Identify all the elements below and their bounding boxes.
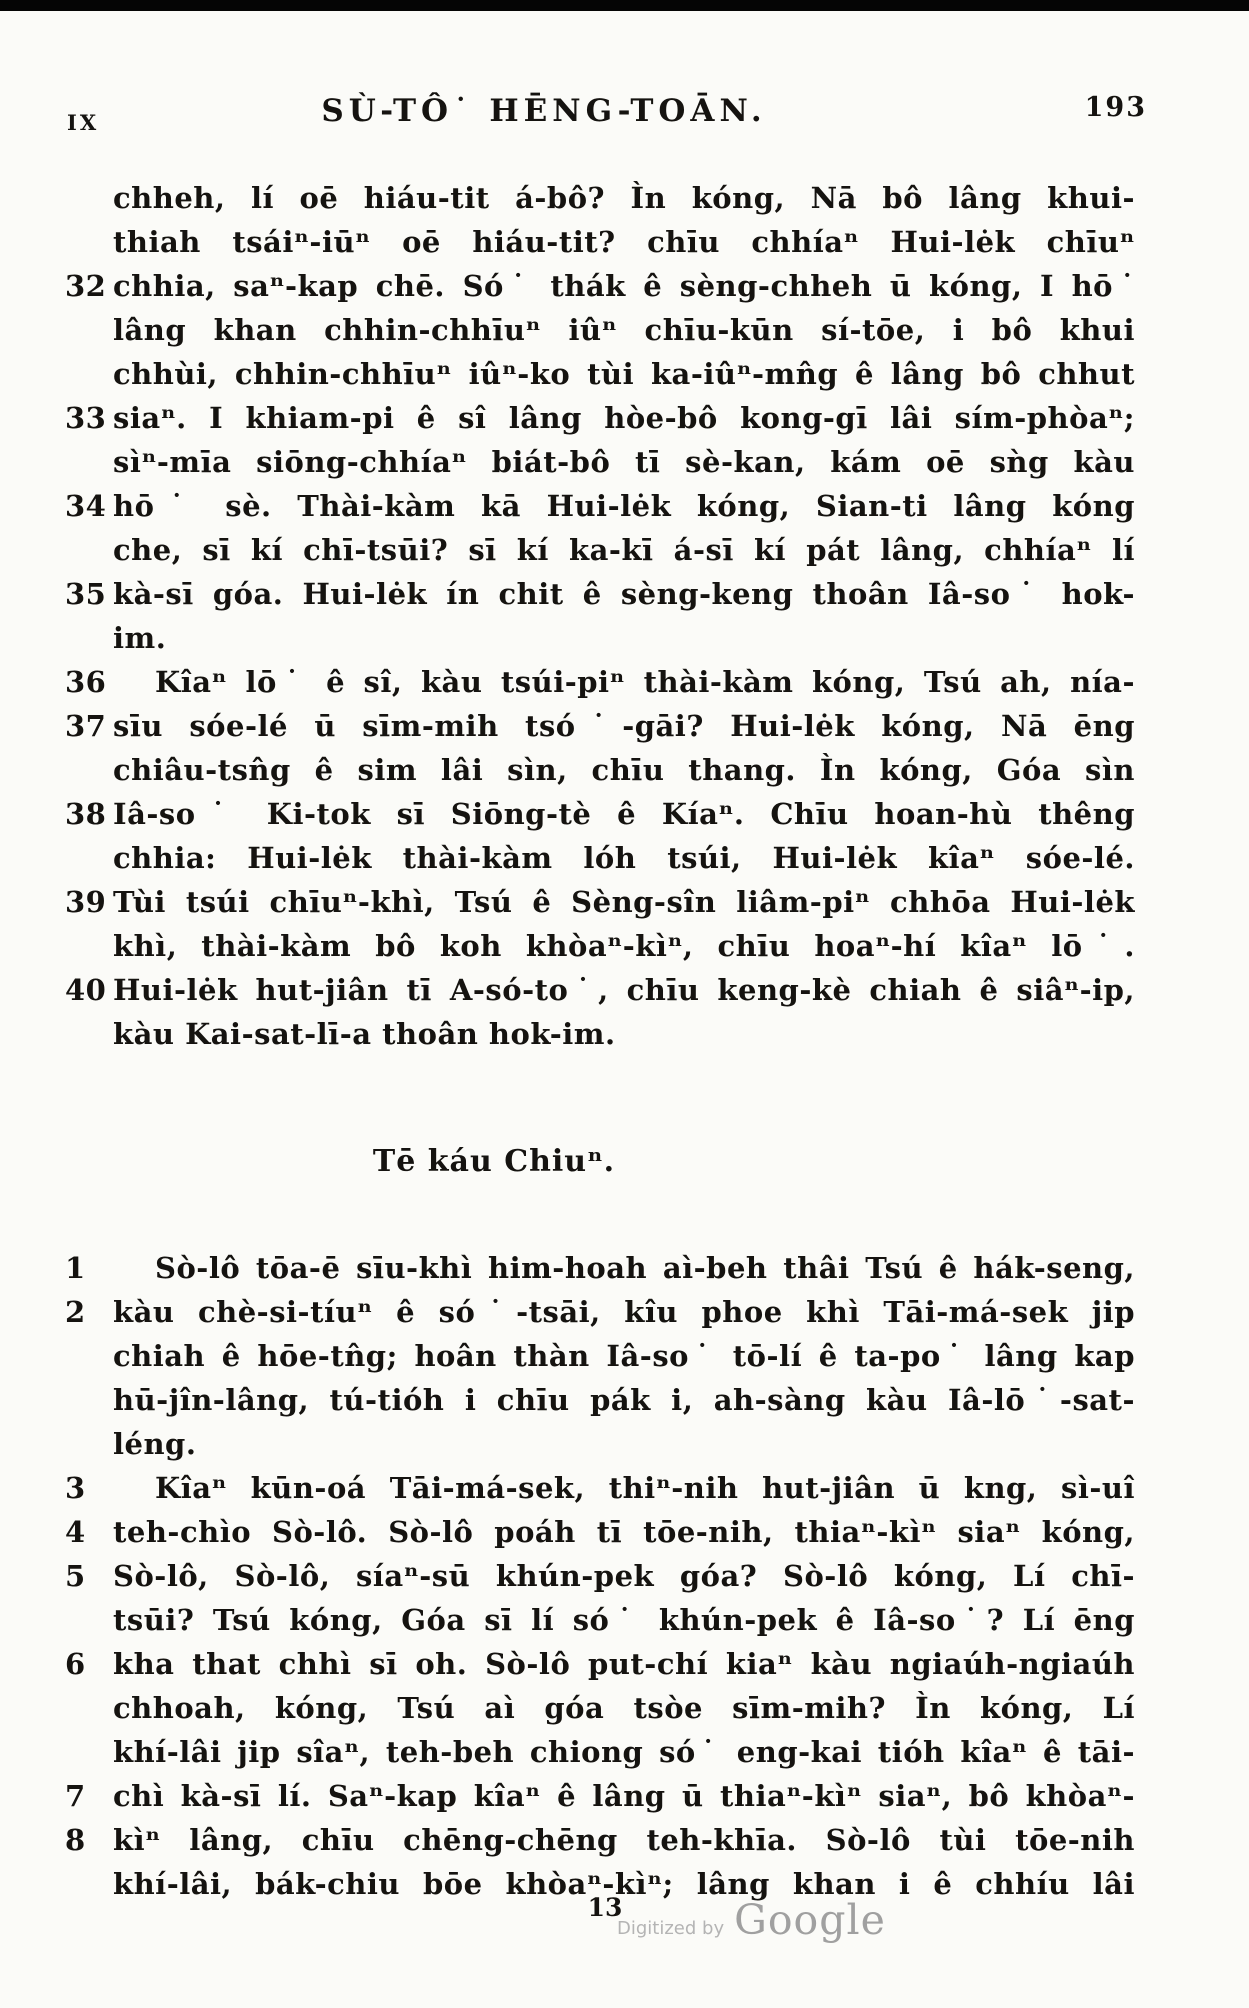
verse-line [113, 528, 1135, 572]
verse-text: khí-lâi, bák-chiu bōe khòaⁿ-kìⁿ; lâng khan i ê chhíu lâi [113, 1867, 1135, 1901]
verse-line [113, 616, 1135, 660]
verse-number: 8 [65, 1823, 86, 1857]
verse-line [65, 704, 1135, 748]
verse-text: chhùi, chhin-chhīuⁿ iûⁿ-ko tùi ka-iûⁿ-mn̂g ê lâng bô chhut [113, 357, 1135, 391]
verse-text: tsūi? Tsú kóng, Góa sī lí só˙ khún-pek ê Iâ-so˙? Lí ēng [113, 1603, 1135, 1637]
verse-text: chheh, lí oē hiáu-tit á-bô? Ìn kóng, Nā bô lâng khui- [113, 181, 1135, 215]
verse-line [113, 176, 1135, 220]
verse-line [65, 660, 1135, 704]
verse-line [113, 220, 1135, 264]
verse-text: im. [113, 621, 167, 655]
verse-text: kà-sī góa. Hui-lėk ín chit ê sèng-keng thoân Iâ-so˙ hok- [113, 577, 1135, 611]
verse-text: kìⁿ lâng, chīu chēng-chēng teh-khīa. Sò-lô tùi tōe-nih [113, 1823, 1135, 1857]
verse-text: sīu sóe-lé ū sīm-mih tsó˙-gāi? Hui-lėk kóng, Nā ēng [113, 709, 1135, 743]
verse-text: chhia: Hui-lėk thài-kàm lóh tsúi, Hui-lėk kîaⁿ sóe-lé. [113, 841, 1135, 875]
verse-line [65, 396, 1135, 440]
verse-text: kàu Kai-sat-lī-a thoân hok-im. [113, 1017, 616, 1051]
signature-mark: 13 [587, 1893, 623, 1922]
verse-line [113, 1730, 1135, 1774]
verse-line [113, 1598, 1135, 1642]
verse-number: 1 [65, 1251, 86, 1285]
running-head-title: SÙ-TÔ˙ HĒNG-TOĀN. [321, 93, 767, 129]
verse-number: 32 [65, 269, 107, 303]
verse-text: khì, thài-kàm bô koh khòaⁿ-kìⁿ, chīu hoaⁿ-hí kîaⁿ lō˙. [113, 929, 1135, 963]
verse-number: 2 [65, 1295, 86, 1329]
verse-line [65, 1642, 1135, 1686]
verse-number: 35 [65, 577, 107, 611]
verse-line [113, 1378, 1135, 1422]
verse-text: Hui-lėk hut-jiân tī A-só-to˙, chīu keng-kè chiah ê siâⁿ-ip, [113, 973, 1135, 1007]
page-number: 193 [1084, 92, 1147, 123]
verse-line [65, 1554, 1135, 1598]
verse-line [65, 792, 1135, 836]
verse-line [65, 572, 1135, 616]
verse-text: chhia, saⁿ-kap chē. Só˙ thák ê sèng-chheh ū kóng, I hō˙ [113, 269, 1135, 303]
verse-text: chiah ê hōe-tn̂g; hoân thàn Iâ-so˙ tō-lí ê ta-po˙ lâng kap [113, 1339, 1135, 1373]
verse-text: teh-chìo Sò-lô. Sò-lô poáh tī tōe-nih, thiaⁿ-kìⁿ siaⁿ kóng, [113, 1515, 1135, 1549]
verse-line [65, 968, 1135, 1012]
verse-number: 4 [65, 1515, 86, 1549]
verse-text: Tùi tsúi chīuⁿ-khì, Tsú ê Sèng-sîn liâm-piⁿ chhōa Hui-lėk [113, 885, 1135, 919]
verse-line [65, 484, 1135, 528]
verse-line [113, 352, 1135, 396]
verse-line [113, 308, 1135, 352]
verse-line [113, 1686, 1135, 1730]
verse-text: sìⁿ-mīa siōng-chhíaⁿ biát-bô tī sè-kan, kám oē sǹg kàu [113, 445, 1135, 479]
verse-section-chapter-9 [65, 1246, 1135, 1906]
verse-number: 6 [65, 1647, 86, 1681]
verse-line [65, 1290, 1135, 1334]
google-watermark [617, 1896, 886, 1944]
verse-number: 39 [65, 885, 107, 919]
verse-line [113, 836, 1135, 880]
verse-section-chapter-8 [65, 176, 1135, 1056]
verse-text: Sò-lô tōa-ē sīu-khì him-hoah aì-beh thâi Tsú ê hák-seng, [155, 1251, 1135, 1285]
verse-line [113, 440, 1135, 484]
verse-text: kha that chhì sī oh. Sò-lô put-chí kiaⁿ kàu ngiaúh-ngiaúh [113, 1647, 1135, 1681]
verse-text: Sò-lô, Sò-lô, síaⁿ-sū khún-pek góa? Sò-lô kóng, Lí chī- [113, 1559, 1135, 1593]
verse-line [65, 264, 1135, 308]
watermark-google-logo: Google [734, 1896, 886, 1944]
verse-text: Kîaⁿ lō˙ ê sî, kàu tsúi-piⁿ thài-kàm kóng, Tsú ah, nía- [155, 665, 1135, 699]
verse-line [65, 1246, 1135, 1290]
verse-number: 7 [65, 1779, 86, 1813]
watermark-digitized-by-label: Digitized by [617, 1918, 725, 1939]
verse-line [65, 1510, 1135, 1554]
verse-text: che, sī kí chī-tsūi? sī kí ka-kī á-sī kí pát lâng, chhíaⁿ lí [113, 533, 1135, 567]
chapter-heading: Tē káu Chiuⁿ. [372, 1144, 616, 1179]
verse-text: léng. [113, 1427, 197, 1461]
running-head-chapter-numeral: IX [67, 110, 100, 135]
verse-text: chiâu-tsn̂g ê sim lâi sìn, chīu thang. Ìn kóng, Góa sìn [113, 753, 1135, 787]
verse-number: 38 [65, 797, 107, 831]
verse-text: hō˙ sè. Thài-kàm kā Hui-lėk kóng, Sian-ti lâng kóng [113, 489, 1135, 523]
verse-line [65, 1774, 1135, 1818]
verse-text: chì kà-sī lí. Saⁿ-kap kîaⁿ ê lâng ū thiaⁿ-kìⁿ siaⁿ, bô khòaⁿ- [113, 1779, 1135, 1813]
verse-text: khí-lâi jip sîaⁿ, teh-beh chiong só˙ eng-kai tióh kîaⁿ ê tāi- [113, 1735, 1135, 1769]
verse-number: 33 [65, 401, 107, 435]
verse-number: 37 [65, 709, 107, 743]
verse-text: hū-jîn-lâng, tú-tióh i chīu pák i, ah-sàng kàu Iâ-lō˙-sat- [113, 1383, 1135, 1417]
verse-text: siaⁿ. I khiam-pi ê sî lâng hòe-bô kong-gī lâi sím-phòaⁿ; [113, 401, 1135, 435]
scan-top-edge [0, 0, 1249, 11]
verse-text: lâng khan chhin-chhīuⁿ iûⁿ chīu-kūn sí-tōe, i bô khui [113, 313, 1135, 347]
verse-text: Iâ-so˙ Ki-tok sī Siōng-tè ê Kíaⁿ. Chīu hoan-hù thêng [113, 797, 1135, 831]
verse-line [65, 1466, 1135, 1510]
verse-number: 3 [65, 1471, 86, 1505]
verse-line [113, 924, 1135, 968]
verse-number: 40 [65, 973, 107, 1007]
verse-number: 34 [65, 489, 107, 523]
verse-number: 5 [65, 1559, 86, 1593]
verse-text: thiah tsáiⁿ-iūⁿ oē hiáu-tit? chīu chhíaⁿ Hui-lėk chīuⁿ [113, 225, 1135, 259]
verse-line [113, 1012, 1135, 1056]
verse-line [65, 1818, 1135, 1862]
verse-line [113, 1422, 1135, 1466]
verse-text: kàu chè-si-tíuⁿ ê só˙-tsāi, kîu phoe khì Tāi-má-sek jip [113, 1295, 1135, 1329]
verse-number: 36 [65, 665, 107, 699]
verse-line [113, 1334, 1135, 1378]
verse-line [65, 880, 1135, 924]
verse-text: chhoah, kóng, Tsú aì góa tsòe sīm-mih? Ìn kóng, Lí [113, 1691, 1135, 1725]
verse-text: Kîaⁿ kūn-oá Tāi-má-sek, thiⁿ-nih hut-jiân ū kng, sì-uî [155, 1471, 1135, 1505]
verse-line [113, 748, 1135, 792]
